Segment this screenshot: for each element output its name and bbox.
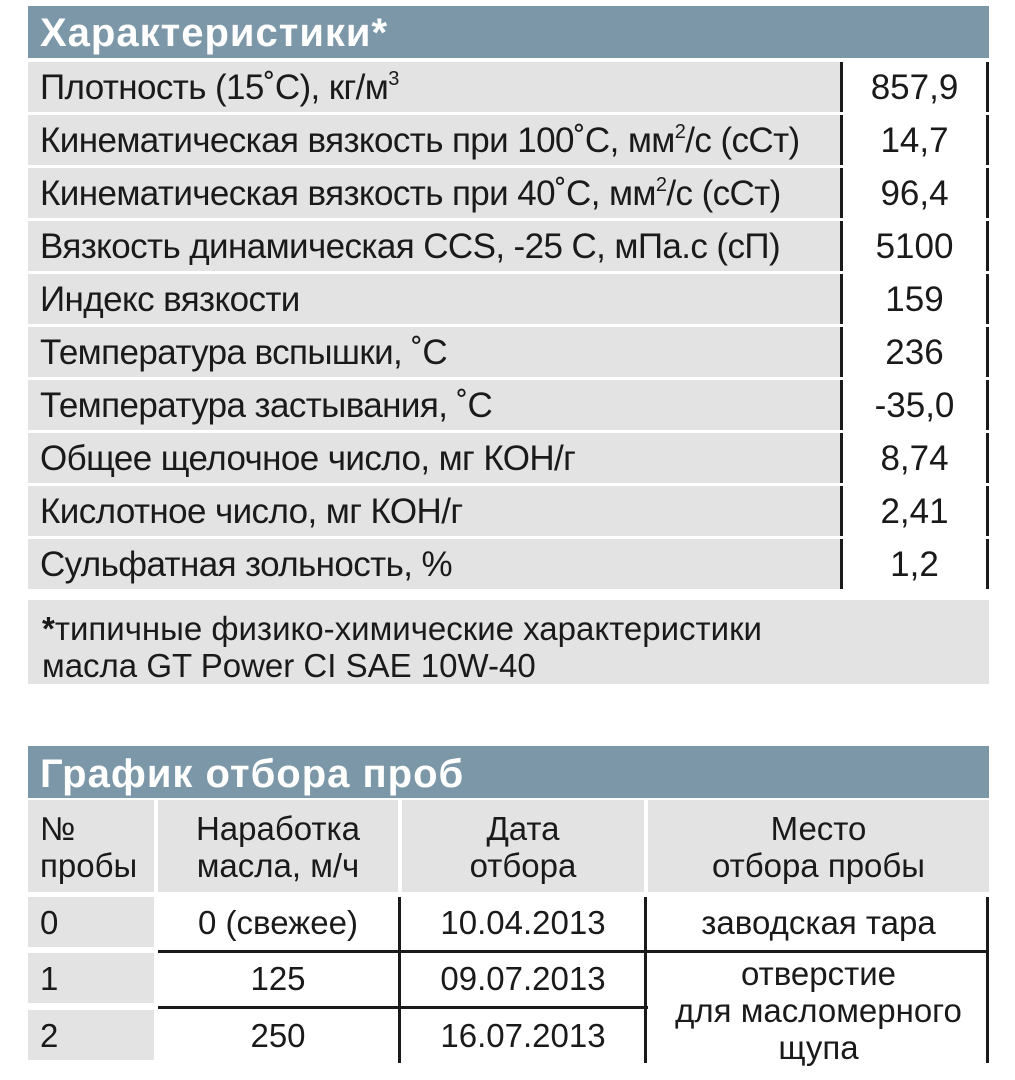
footnote-asterisk: * (42, 610, 55, 647)
property-value: 8,74 (840, 433, 989, 483)
sample-hours: 250 (250, 1017, 306, 1054)
property-label: Температура застывания, ˚С (28, 380, 840, 430)
property-label: Сульфатная зольность, % (28, 539, 840, 589)
table-row (28, 327, 989, 377)
sample-date: 09.07.2013 (440, 960, 606, 997)
footnote-line-1: типичные физико-химические характеристики (54, 610, 762, 647)
column-header-hours: Наработка масла, м/ч (158, 800, 398, 892)
table-row (28, 115, 989, 165)
column-header-date: Дата отбора (402, 800, 644, 892)
property-value: 1,2 (840, 539, 989, 589)
sample-date: 16.07.2013 (440, 1017, 606, 1054)
sample-date: 10.04.2013 (440, 904, 606, 941)
property-label: Плотность (15˚С), $кг/м^3$ (28, 62, 840, 112)
grid-line (158, 950, 648, 953)
grid-line (158, 1006, 648, 1009)
table-row (28, 433, 989, 483)
grid-line (648, 950, 989, 953)
sample-number: 2 (28, 1010, 154, 1060)
sample-hours: 125 (250, 960, 306, 997)
property-label: Вязкость динамическая CCS, -25 С, мПа.с (сП) (28, 221, 840, 271)
table-row (28, 168, 989, 218)
property-label: Температура вспышки, ˚С (28, 327, 840, 377)
schedule-title: График отбора проб (28, 746, 989, 798)
grid-line (986, 897, 989, 1063)
property-value: -35,0 (840, 380, 989, 430)
column-header-place: Место отбора пробы (648, 800, 989, 892)
footnote-line-2: масла GT Power CI SAE 10W-40 (42, 647, 536, 684)
table-row (28, 221, 989, 271)
property-value: 96,4 (840, 168, 989, 218)
table-row (28, 539, 989, 589)
grid-line (644, 897, 647, 1063)
sample-hours: 0 (свежее) (198, 904, 358, 941)
property-label: Общее щелочное число, мг КОН/г (28, 433, 840, 483)
sample-place-merged: отверстие для масломерного щупа (675, 955, 962, 1066)
property-value: 14,7 (840, 115, 989, 165)
property-value: 857,9 (840, 62, 989, 112)
property-label: Кинематическая вязкость при 100˚С, $мм^2/с$ (сСт) (28, 115, 840, 165)
property-value: 159 (840, 274, 989, 324)
table-row (28, 62, 989, 112)
property-value: 5100 (840, 221, 989, 271)
property-value: 236 (840, 327, 989, 377)
sample-place: заводская тара (701, 904, 936, 941)
sample-number: 0 (28, 897, 154, 947)
property-label: Кинематическая вязкость при 40˚С, $мм^2/с$ (сСт) (28, 168, 840, 218)
table-row (28, 486, 989, 536)
column-header-number: № пробы (28, 800, 154, 892)
footnote (28, 600, 989, 684)
table-row (28, 380, 989, 430)
property-value: 2,41 (840, 486, 989, 536)
characteristics-title: Характеристики* (28, 6, 989, 58)
sample-number: 1 (28, 953, 154, 1003)
table-row (28, 274, 989, 324)
property-label: Индекс вязкости (28, 274, 840, 324)
grid-line (398, 897, 401, 1063)
property-label: Кислотное число, мг КОН/г (28, 486, 840, 536)
